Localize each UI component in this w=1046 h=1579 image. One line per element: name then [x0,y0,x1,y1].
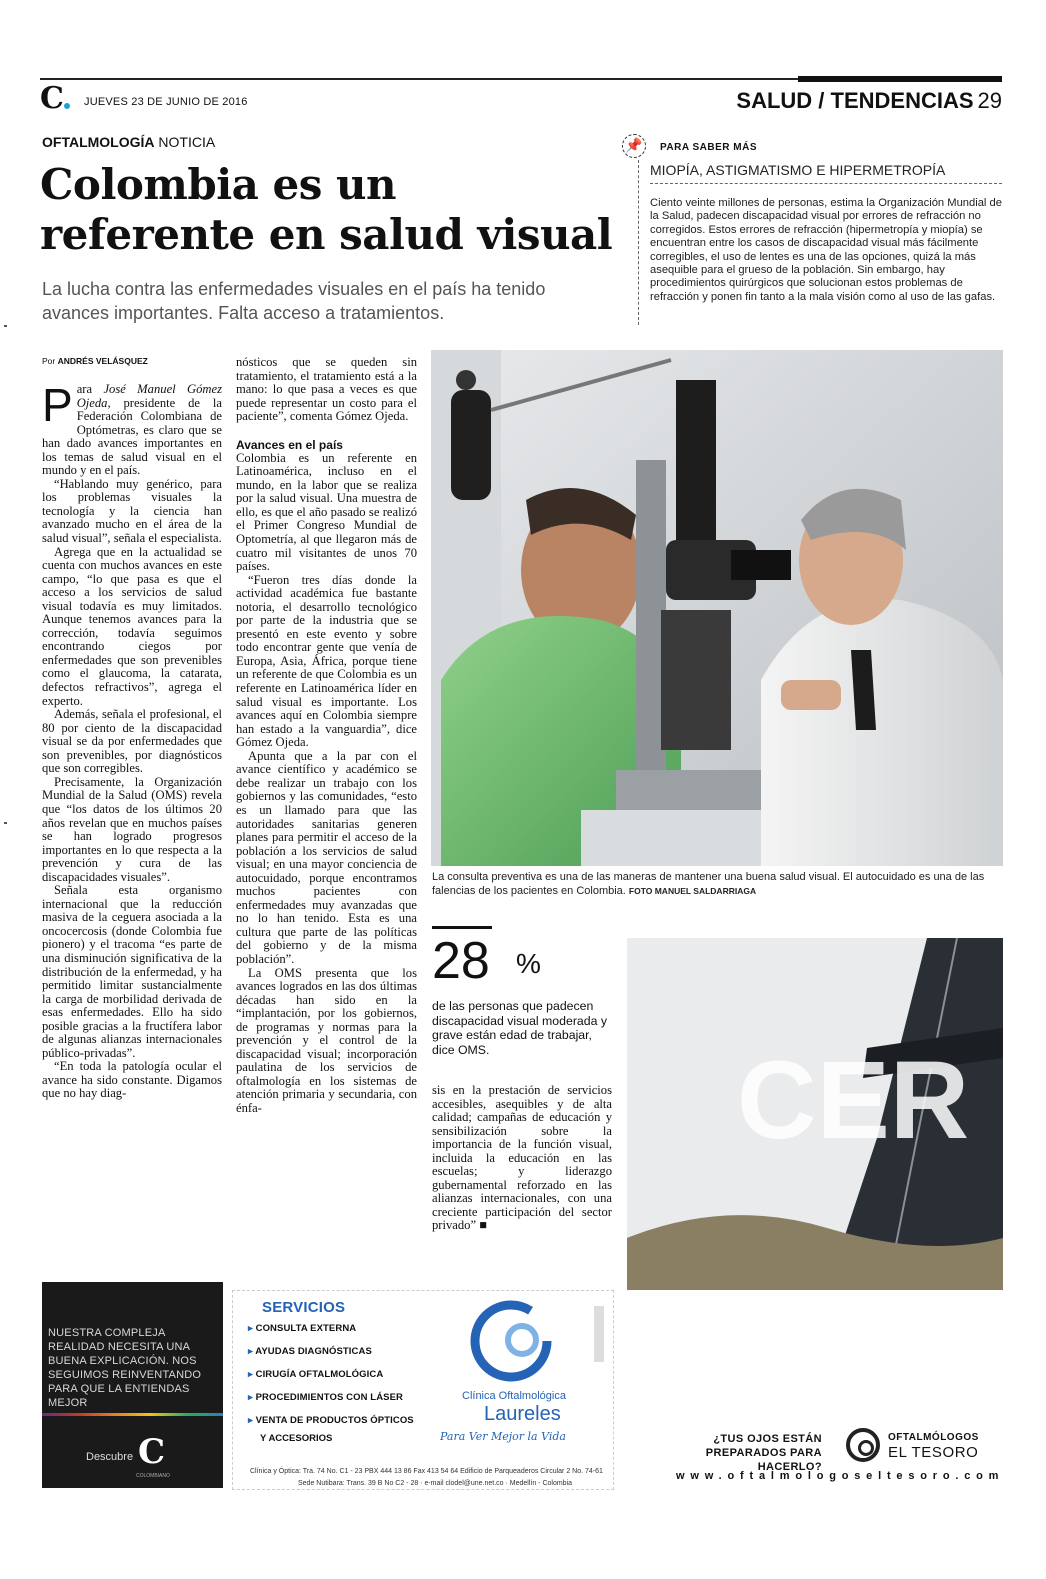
paragraph-11: Apunta que a la par con el avance científico y académico se debe realizar un trabajo con los gobiernos y las comunidades, “esto es un llamado para que las autoridades sanitarias generen planes para permitir el acceso de la población a los servicios de salud visual; en una mayor conciencia de autocuidado, porque encontramos muchos pacientes con enfermedades muy avanzadas que no lo han tenido. Esta es una cultura que parte de las políticas del gobierno y de la misma población”. [236,748,417,966]
paragraph-3: Agrega que en la actualidad se cuenta con muchos avances en este campo, “lo que pasa es que el acceso a los servicios de salud visual todavía es muy limitados. Aunque tenemos avances para la corrección, todavía seguimos encontrando ciegos por enfermedades que son prevenibles como el glaucoma, la catarata, defectos refractivos”, agrega el experto. [42,544,222,708]
sidebar-body: Ciento veinte millones de personas, estima la Organización Mundial de la Salud, padecen discapacidad visual por errores de refracción no corregidos. Estos errores de refracción (hipermetropía y miopía) se encuentran entre los casos de discapacidad visual más fácilmente corregibles, el uso de lentes es una de las opciones, quizá la más asequible para el grueso de la población. Sin embargo, hay procedimientos quirúrgicos que solucionan estos problemas de refracción y ponen fin tanto a la mala visión como al uso de las gafas. [650,197,1002,303]
byline-prefix: Por [42,356,56,366]
sidebar-divider-vertical [638,160,639,325]
scan-mark [4,325,7,327]
laureles-service-item-cont: Y ACCESORIOS [260,1433,333,1444]
eltesoro-brand-line2: EL TESORO [888,1444,979,1461]
paragraph-4: Además, señala el profesional, el 80 por ciento de la discapacidad visual se da por enfermedades que son prevenibles, por diagnósticos que son corregibles. [42,707,222,776]
stat-number: 28 [432,932,490,990]
photo-illustration [431,350,1003,866]
paragraph-10: “Fueron tres días donde la actividad académica fue bastante notoria, el desarrollo tecnológico por parte de la industria que se presentó en este evento y sobre todo encontrar gente que venía de Europa, Asia, África, porque tiene un referente de que Colombia es un referente en Latinoamérica líder en salud visual es importante. Los avances aquí en Colombia siempre han estado a la vanguardia”, dice Gómez Ojeda. [236,572,417,750]
laureles-service-item: ▸ CIRUGÍA OFTALMOLÓGICA [248,1369,383,1380]
paragraph-13 [432,1084,612,1233]
eltesoro-brand-line1: OFTALMÓLOGOS [888,1432,979,1443]
laureles-service-item: ▸ PROCEDIMIENTOS CON LÁSER [248,1392,403,1403]
paragraph-6: Señala esta organismo internacional que la reducción masiva de la ceguera asociada a la oncocercosis (donde Colombia fue pionero) y el tracoma “es parte de una disminución significativa de la distribución de la enfermedad, y ha permitido limitar sustancialmente la carga de morbilidad derivada de esas enfermedades. Ello ha sido posible gracias a la fructífera labor de algunas alianzas internacionales público-privadas”. [42,883,222,1060]
p1-name: José Manuel Gómez Ojeda [76,382,222,410]
eltesoro-url[interactable]: www.oftalmologoseltesoro.com [676,1470,1005,1482]
ad-eltesoro-question: ¿TUS OJOS ESTÁN PREPARADOS PARA HACERLO? [705,1433,822,1473]
stat-description: de las personas que padecen discapacidad visual moderada y grave están edad de trabajar, dice OMS. [432,999,607,1057]
scan-mark [4,822,7,824]
photo-caption [432,870,1002,898]
laureles-address-1: Clínica y Óptica: Tra. 74 No. C1 - 23 PBX 444 13 86 Fax 413 54 64 Edificio de Parqueaderos Circular 2 No. 74-61 [250,1468,603,1475]
logo-dot [64,103,70,109]
paragraph-5: Precisamente, la Organización Mundial de la Salud (OMS) revela que “los datos de los últimos 20 años revelan que en muchos países se han logrado progresos importantes en lo que respecta a la prevención y cura de las discapacidades visuales”. [42,774,222,884]
ad-discover-label: Descubre [86,1451,134,1463]
paragraph-2: “Hablando muy genérico, para los problemas visuales la tecnología y la ciencia han avanzado mucho en el área de la salud visual”, señala el especialista. [42,476,222,546]
byline-author: ANDRÉS VELÁSQUEZ [57,356,148,366]
article-photo [431,350,1003,866]
ad-elcolombiano-text: NUESTRA COMPLEJA REALIDAD NECESITA UNA BUENA EXPLICACIÓN. NOS SEGUIMOS REINVENTANDO PARA QUE LA ENTIENDAS MEJOR [48,1327,202,1409]
paragraph-12: La OMS presenta que los avances logrados en las dos últimas décadas han sido en la “implantación, por los gobiernos, de programas y normas para la prevención y el control de la discapacidad visual; incorporación paulatina de los servicios de oftalmología en los sistemas de atención primaria y secundaria, con énfa- [236,965,417,1115]
laureles-services-title: SERVICIOS [262,1299,346,1316]
section-name: SALUD / TENDENCIAS [736,88,974,113]
article-subheading: Avances en el país [236,437,343,452]
paragraph-8: nósticos que se queden sin tratamiento, el tratamiento está a la mano: lo que pasa a veces es que puede representar un costo para el paciente”, comenta Gómez Ojeda. [236,355,417,424]
p1-rest: , presidente de la Federación Colombiana de Optómetras, es claro que se han dado avances importantes en los temas de salud visual en el mundo y en el país. [42,395,222,478]
p1-start: ara [76,382,104,396]
laureles-logo-icon [470,1300,552,1382]
ad-color-stripe [42,1413,223,1416]
end-mark: ■ [479,1218,487,1233]
laureles-vertical-mark [594,1306,604,1362]
stat-unit: % [516,948,541,979]
paragraph-9: Colombia es un referente en Latinoamérica, incluso en el mundo, en la labor que se realiza por la salud visual. Una muestra de ello, es que el año pasado se realizó el Primer Congreso Mundial de Optometría, al que llegaron más de cuatro mil visitantes de unos 70 países. [236,450,417,574]
eltesoro-logo-icon [846,1428,880,1462]
sidebar-divider-horizontal [650,183,1002,184]
article-column-1 [42,379,222,1101]
edition-date: JUEVES 23 DE JUNIO DE 2016 [84,96,248,108]
sidebar-title: MIOPÍA, ASTIGMATISMO E HIPERMETROPÍA [650,162,946,178]
photo-credit: FOTO MANUEL SALDARRIAGA [628,886,757,896]
laureles-name-line2: Laureles [484,1403,561,1425]
drop-cap: P [42,379,73,431]
article-headline: Colombia es un referente en salud visual [40,160,613,259]
p13-text: sis en la prestación de servicios accesibles, asequibles y de alta calidad; campañas de educación y sensibilización sobre la importancia de la función visual, incluida la educación en las escuelas; y liderazgo gubernamental reforzado en las alianzas internacionales, con una creciente participación del sector privado” [432,1083,612,1233]
ad-elcolombiano-logo: C [138,1432,166,1472]
laureles-service-item: ▸ CONSULTA EXTERNA [248,1323,356,1334]
paragraph-7: “En toda la patología ocular el avance ha sido constante. Digamos que no hay diag- [42,1059,222,1101]
section-header [736,88,1002,114]
eiffel-tower-illustration [627,938,1003,1290]
caption-text: La consulta preventiva es una de las maneras de mantener una buena salud visual. El autocuidado es una de las falencias de los pacientes en Colombia. [432,871,985,897]
byline [42,356,148,366]
article-kicker [42,134,215,150]
ad-big-letters: CER [737,1039,970,1162]
ad-elcolombiano-logo-sub: COLOMBIANO [136,1473,170,1479]
ad-eltesoro-image [627,938,1003,1290]
kicker-topic: OFTALMOLOGÍA [42,134,155,150]
paragraph-1 [42,379,222,478]
laureles-slogan: Para Ver Mejor la Vida [440,1430,566,1443]
stat-rule [432,926,492,929]
article-column-2 [236,356,417,1116]
pushpin-icon: 📌 [622,134,646,158]
laureles-address-2: Sede Nutibara: Trans. 39 B No C2 - 28 · e-mail clodel@une.net.co · Medellín - Colombia [298,1480,573,1487]
top-rule-accent [798,76,1002,82]
laureles-name-line1: Clínica Oftalmológica [462,1390,566,1402]
newspaper-logo: C [40,81,64,116]
laureles-service-item: ▸ VENTA DE PRODUCTOS ÓPTICOS [248,1415,414,1426]
sidebar-label: PARA SABER MÁS [660,142,758,153]
laureles-service-item: ▸ AYUDAS DIAGNÓSTICAS [248,1346,372,1357]
article-subhead: La lucha contra las enfermedades visuales en el país ha tenido avances importantes. Falta acceso a tratamientos. [42,279,546,323]
page-number: 29 [977,88,1002,113]
kicker-type: NOTICIA [158,134,216,150]
article-column-3 [432,1084,612,1233]
